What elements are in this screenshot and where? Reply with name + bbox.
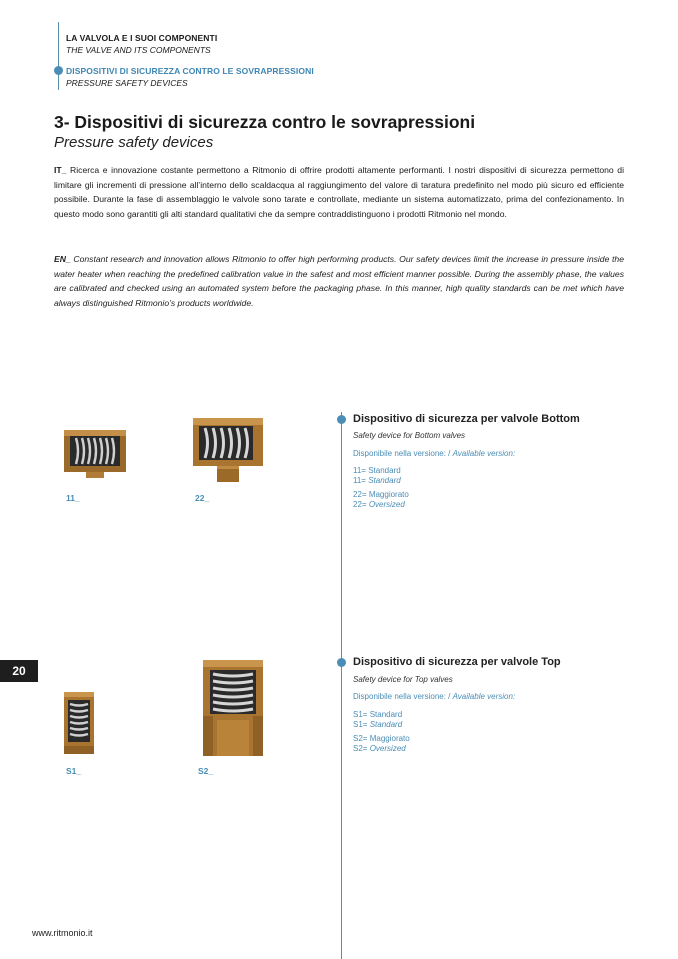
version-label: Standard — [368, 476, 401, 485]
device-s2-code: S2_ — [198, 766, 214, 776]
version-code: S1= — [353, 710, 368, 719]
version-code: 22= — [353, 500, 367, 509]
device-top-bullet-icon — [337, 658, 346, 667]
page-number: 20 — [0, 660, 38, 682]
version-label: Standard — [369, 710, 403, 719]
device-s1-image — [64, 692, 94, 754]
availability-label-en: Available version: — [452, 449, 516, 458]
version-label: Standard — [369, 720, 403, 729]
version-row — [353, 490, 409, 500]
version-code: S2= — [353, 744, 368, 753]
header-rule — [58, 22, 59, 90]
version-label: Maggiorato — [368, 490, 409, 499]
version-row — [353, 500, 409, 510]
device-top-versions — [353, 710, 410, 754]
version-label: Oversized — [369, 744, 406, 753]
availability-label-en: Available version: — [452, 692, 516, 701]
page-subtitle: Pressure safety devices — [54, 134, 214, 151]
intro-it — [54, 163, 624, 221]
device-11-code: 11_ — [66, 493, 80, 503]
version-code: 11= — [353, 476, 366, 485]
device-s2-image — [203, 660, 263, 756]
intro-en-prefix: EN_ — [54, 254, 71, 264]
intro-en — [54, 252, 624, 310]
availability-label-it: Disponibile nella versione: / — [353, 449, 453, 458]
subsection-title-it: DISPOSITIVI DI SICUREZZA CONTRO LE SOVRAPRESSIONI — [66, 66, 314, 76]
subsection-bullet-icon — [54, 66, 63, 75]
device-bottom-versions — [353, 466, 409, 510]
version-code: 22= — [353, 490, 367, 499]
intro-it-prefix: IT_ — [54, 165, 67, 175]
device-top-availability — [353, 692, 515, 701]
device-s1-code: S1_ — [66, 766, 82, 776]
section-title-en: THE VALVE AND ITS COMPONENTS — [66, 45, 211, 55]
website-link[interactable]: www.ritmonio.it — [32, 928, 93, 938]
version-code: 11= — [353, 466, 366, 475]
device-bottom-availability — [353, 449, 515, 458]
version-row — [353, 744, 410, 754]
version-row — [353, 734, 410, 744]
version-label: Standard — [368, 466, 401, 475]
version-row — [353, 710, 410, 720]
device-bottom-bullet-icon — [337, 415, 346, 424]
section-title-it: LA VALVOLA E I SUOI COMPONENTI — [66, 33, 218, 43]
version-label: Oversized — [368, 500, 405, 509]
version-row — [353, 476, 409, 486]
version-code: S2= — [353, 734, 368, 743]
device-11-image — [64, 426, 126, 478]
intro-en-text: Constant research and innovation allows Ritmonio to offer high performing products. Our safety devices limit the increase in pressure inside the water heater when reaching the predefined calibration value in the safest and most efficient manner possible. During the assembly phase, the values are calibrated and checked using an automated system before the packaging phase. In this manner, high quality standards can be met which have always distinguished Ritmonio’s products worldwide. — [54, 254, 624, 308]
version-row — [353, 720, 410, 730]
device-bottom-subtitle: Safety device for Bottom valves — [353, 431, 466, 440]
device-top-subtitle: Safety device for Top valves — [353, 675, 453, 684]
version-row — [353, 466, 409, 476]
intro-it-text: Ricerca e innovazione costante permettono a Ritmonio di offrire prodotti altamente performanti. I nostri dispositivi di sicurezza permettono di limitare gli incrementi di pressione all’interno dello scaldacqua al raggiungimento del valore di taratura predefinito nel modo più sicuro ed efficiente possibile. Durante la fase di assemblaggio le valvole sono tarate e controllate, mediante un sistema automatizzato, prima del confezionamento. In questo modo sono garantiti gli alti standard qualitativi che da sempre contraddistinguono i prodotti Ritmonio nel mondo. — [54, 165, 624, 219]
device-22-image — [193, 416, 263, 484]
device-22-code: 22_ — [195, 493, 210, 503]
device-bottom-title: Dispositivo di sicurezza per valvole Bottom — [353, 413, 580, 425]
page-title: 3- Dispositivi di sicurezza contro le sovrapressioni — [54, 112, 476, 132]
subsection-title-en: PRESSURE SAFETY DEVICES — [66, 78, 188, 88]
availability-label-it: Disponibile nella versione: / — [353, 692, 453, 701]
column-divider — [341, 412, 342, 959]
version-code: S1= — [353, 720, 368, 729]
version-label: Maggiorato — [369, 734, 410, 743]
device-top-title: Dispositivo di sicurezza per valvole Top — [353, 656, 561, 668]
